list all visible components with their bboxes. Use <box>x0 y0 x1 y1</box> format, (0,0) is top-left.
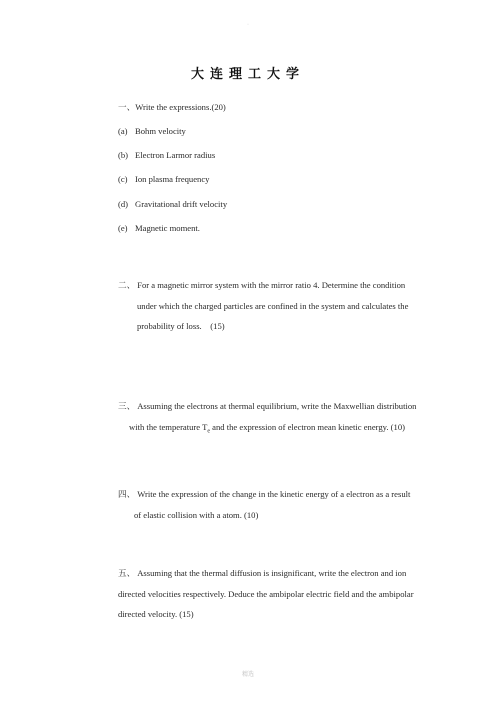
question-3-number: 三、 <box>118 401 136 411</box>
question-5-line-2: directed velocities respectively. Deduce the ambipolar electric field and the ambipolar <box>118 588 414 599</box>
footer-mark: 精选 <box>241 672 254 678</box>
question-1-item-c <box>118 172 209 186</box>
question-1-text: Write the expressions.(20) <box>135 102 226 112</box>
question-4-line-1: Write the expression of the change in the kinetic energy of a electron as a result <box>137 489 411 499</box>
question-4 <box>118 484 460 525</box>
item-label: (c) <box>118 174 128 184</box>
item-text: Bohm velocity <box>135 126 186 136</box>
question-2-number: 二、 <box>118 280 136 290</box>
question-3 <box>118 396 460 442</box>
item-text: Gravitational drift velocity <box>135 199 228 209</box>
question-2-line-1: For a magnetic mirror system with the mirror ratio 4. Determine the condition <box>137 280 406 290</box>
question-1 <box>118 97 226 117</box>
question-5-line-1: Assuming that the thermal diffusion is insignificant, write the electron and ion <box>137 568 407 578</box>
question-1-item-b <box>118 148 215 162</box>
item-text: Magnetic moment. <box>135 223 200 233</box>
question-1-item-a <box>118 124 186 138</box>
item-label: (a) <box>118 126 128 136</box>
temperature-subscript: e <box>207 428 211 435</box>
question-2-line-2: under which the charged particles are confined in the system and calculates the <box>137 300 409 311</box>
question-3-line-1: Assuming the electrons at thermal equilibrium, write the Maxwellian distribution <box>137 401 417 411</box>
question-2-line-3: probability of loss. (15) <box>137 321 225 331</box>
question-2 <box>118 275 460 337</box>
question-3-line-2-b: and the expression of electron mean kinetic energy. (10) <box>210 421 405 432</box>
question-5 <box>118 563 460 625</box>
question-1-item-d <box>118 197 227 211</box>
question-5-number: 五、 <box>118 568 136 578</box>
item-text: Ion plasma frequency <box>135 174 210 184</box>
question-3-line-2-a: with the temperature T <box>129 421 208 432</box>
question-4-number: 四、 <box>118 489 136 499</box>
question-3-line-2 <box>118 417 460 442</box>
question-4-line-2: of elastic collision with a atom. (10) <box>134 509 259 520</box>
question-1-item-e <box>118 221 200 235</box>
header-mark: · <box>247 22 249 28</box>
page-title: 大连理工大学 <box>190 67 305 82</box>
item-text: Electron Larmor radius <box>135 150 216 160</box>
item-label: (b) <box>118 150 129 160</box>
item-label: (e) <box>118 223 128 233</box>
question-5-line-3: directed velocity. (15) <box>118 609 194 619</box>
question-1-number: 一、 <box>118 102 136 112</box>
item-label: (d) <box>118 199 129 209</box>
